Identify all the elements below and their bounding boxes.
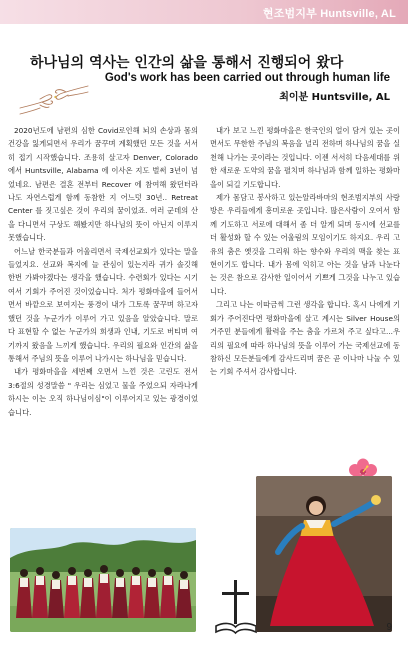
paragraph: 내가 보고 느낀 평화마을은 한국인의 얼이 담겨 있는 곳이면서도 무한한 주님의 복음을 널리 전하며 하나님의 꿈을 실천해 나가는 곳이라는 것입니다. 이젠 서서히 다음세대를 위한 새로운 도약의 꿈을 펼치며 하나님과 함께 일하는 평화마을이 되길 기도합니다. [210, 126, 400, 189]
section-label: 현조범지부 Huntsville, AL [262, 8, 396, 20]
paragraph: 제가 몸담고 봉사하고 있는알라바마의 현조범지부의 사랑방은 우리들에게 흥미로운 곳입니다. 많은사람이 오여서 함께 기도하고 서로에 대해서 좀 더 알게 되며 동시에 선교를 더 활성화 할 수 있는 어울림의 모임이기도 하지요. 우리 고유의 춤은 옛것을 그리워 하는 향수와 우리의 맥을 찾는 표현이기도 합니다. 내가 몸에 익히고 아는 것을 남과 나눈다는 것은 참으로 감사한 일이어서 기쁘게 그것을 나누고 있습니다. [210, 193, 400, 296]
paragraph: 내가 평화마을을 세번째 오면서 느낀 것은 고린도 전서 3:6절의 성경말씀 " 우리는 심었고 물을 주었으되 자라나게 하시는 이는 오직 하나님이심"이 이루어지고 있는 광경이었습니다. [8, 367, 198, 417]
dancer-photo [256, 476, 392, 632]
cross-icon [214, 578, 258, 636]
paragraph: 어느날 한국분들과 어울리면서 국제선교회가 있다는 말을 들었지요. 선교와 복지에 늘 관심이 있는지라 귀가 솔깃해 한번 가봐야겠다는 생각을 했습니다. 수련회가 있다는 시기여서 기회가 주어진 것이었습니다. 처가 평화마을에 들어서면서 바깥으로 보여지는 풍경이 내가 그토록 꿈꾸며 하고자 했던 것을 누군가가 이루어 가고 있음을 알았습니다. 말로 다 표현할 수 없는 누군가의 희생과 인내, 기도로 버티며 여기까지 왔음을 느끼게 했습니다. 우리의 필요와 인간의 삶을 통해서 주님의 뜻을 이루어 나가시는 하나님을 믿습니다. [8, 246, 198, 363]
article-column-left [8, 124, 198, 419]
dancer-in-hanbok-image [256, 476, 392, 632]
page-number: 9 [386, 622, 392, 633]
paragraph: 2020년도에 남편의 심한 Covid로인해 뇌의 손상과 몸의 건강을 잃게되면서 우리가 꿈꾸며 계획했던 모든 것을 서서히 접기 시작했습니다. 조용히 살고자 Denver, Colorado에서 Huntsville, Alabama 에 이사온 지도 벌써 3년이 넘었네요. 남편은 결혼 전부터 Recover 에 참여해 왔던터라 나도 자연스럽게 함께 동참한 지 어느덧 30년.. Retreat Center 를 짓고싶은 것이 우리의 꿈이었죠. 여러 군데의 산을 다니면서 구상도 해봤지만 하나님의 뜻이 아닌지 이루지 못했습니다. [8, 126, 198, 243]
header-band [0, 0, 408, 24]
group-photo [10, 528, 196, 632]
author-byline: 최이분 Huntsville, AL [279, 92, 390, 103]
paragraph: 그리고 나는 이따금씩 그런 생각을 합니다. 혹시 나에게 기회가 주어진다면 평화마을에 살고 계시는 Silver House의 거주민 분들에게 활력을 주는 춤을 가르쳐 주고 싶다고...우리의 필요에 따라 하나님의 뜻을 이루어 가는 국제선교에 동참하신 모든분들에게 감사드리며 꿈은 곧 이나마 나눌 수 있는 기회 주셔서 감사합니다. [210, 300, 400, 377]
reaching-hands-illustration [18, 78, 90, 122]
article-title: 하나님의 역사는 인간의 삶을 통해서 진행되어 왔다 [30, 55, 344, 71]
group-of-dancers-image [10, 528, 196, 632]
article-column-right [210, 124, 400, 379]
article-subtitle: God's work has been carried out through human life [104, 72, 390, 84]
